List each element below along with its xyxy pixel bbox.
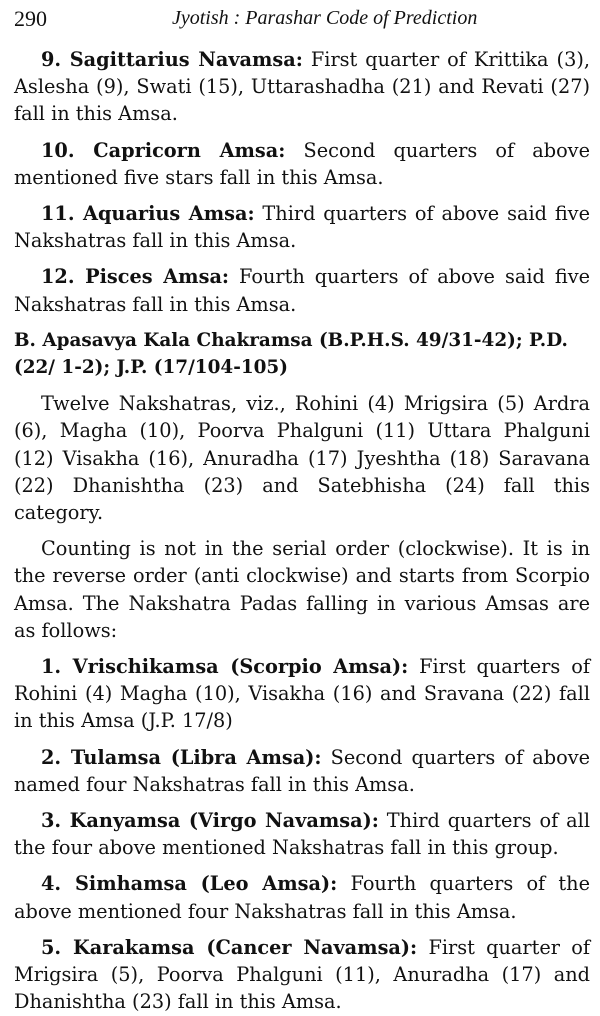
paragraph-vrischikamsa — [14, 653, 590, 735]
page-header — [14, 6, 580, 34]
paragraph-simhamsa — [14, 870, 590, 924]
paragraph-label: 12. Pisces Amsa: — [41, 265, 230, 289]
paragraph-label: 11. Aquarius Amsa: — [41, 202, 255, 226]
paragraph-label: 4. Simhamsa (Leo Amsa): — [41, 872, 338, 896]
paragraph-label: 10. Capricorn Amsa: — [41, 138, 286, 162]
paragraph-pisces-amsa — [14, 263, 590, 317]
page-number: 290 — [14, 6, 47, 31]
paragraph-text: Third quarters of all the four above mentioned Nakshatras fall in this group. — [14, 809, 590, 860]
paragraph-text: First quarters of Rohini (4) Magha (10), Visakha (16) and Sravana (22) fall in this Amsa (J.P. 17/8) — [14, 655, 590, 733]
paragraph-text: First quarter of Mrigsira (5), Poorva Phalguni (11), Anuradha (17) and Dhanishtha (23) fall in this Amsa. — [14, 935, 590, 1014]
paragraph-karakamsa — [14, 934, 590, 1016]
paragraph-label: 5. Karakamsa (Cancer Navamsa): — [41, 935, 418, 959]
paragraph-text: Second quarters of above named four Nakshatras fall in this Amsa. — [14, 745, 590, 796]
paragraph-text: Fourth quarters of the above mentioned four Nakshatras fall in this Amsa. — [14, 872, 590, 923]
paragraph-capricorn-amsa — [14, 137, 590, 191]
paragraph-kanyamsa — [14, 807, 590, 861]
intro-paragraph-counting: Counting is not in the serial order (clockwise). It is in the reverse order (anti clockwise) and starts from Scorpio Amsa. The Nakshatra Padas falling in various Amsas are as follows: — [14, 537, 590, 642]
paragraph-text: First quarter of Krittika (3), Aslesha (9), Swati (15), Uttarashadha (21) and Revati (27) fall in this Amsa. — [14, 48, 591, 126]
paragraph-label: 3. Kanyamsa (Virgo Navamsa): — [41, 809, 379, 833]
paragraph-text: Second quarters of above mentioned five stars fall in this Amsa. — [14, 138, 590, 189]
intro-paragraph-nakshatras: Twelve Nakshatras, viz., Rohini (4) Mrigsira (5) Ardra (6), Magha (10), Poorva Phalguni (11) Uttara Phalguni (12) Visakha (16), Anuradha (17) Jyeshtha (18) Saravana (22) Dhanishtha (23) and Satebhisha (24) fall this category. — [14, 392, 590, 525]
paragraph-sagittarius-navamsa — [14, 46, 590, 128]
paragraph-tulamsa — [14, 744, 590, 798]
paragraph-label: 1. Vrischikamsa (Scorpio Amsa): — [41, 655, 409, 679]
paragraph-aquarius-amsa — [14, 200, 590, 254]
section-heading: B. Apasavya Kala Chakramsa (B.P.H.S. 49/31-42); P.D. (22/ 1-2); J.P. (17/104-105) — [14, 329, 568, 379]
page-body — [14, 46, 590, 1016]
paragraph-text: Third quarters of above said five Nakshatras fall in this Amsa. — [14, 202, 590, 253]
paragraph-text: Fourth quarters of above said five Nakshatras fall in this Amsa. — [14, 265, 591, 316]
running-title: Jyotish : Parashar Code of Prediction — [172, 7, 478, 29]
paragraph-label: 9. Sagittarius Navamsa: — [41, 48, 303, 71]
paragraph-label: 2. Tulamsa (Libra Amsa): — [41, 745, 322, 769]
